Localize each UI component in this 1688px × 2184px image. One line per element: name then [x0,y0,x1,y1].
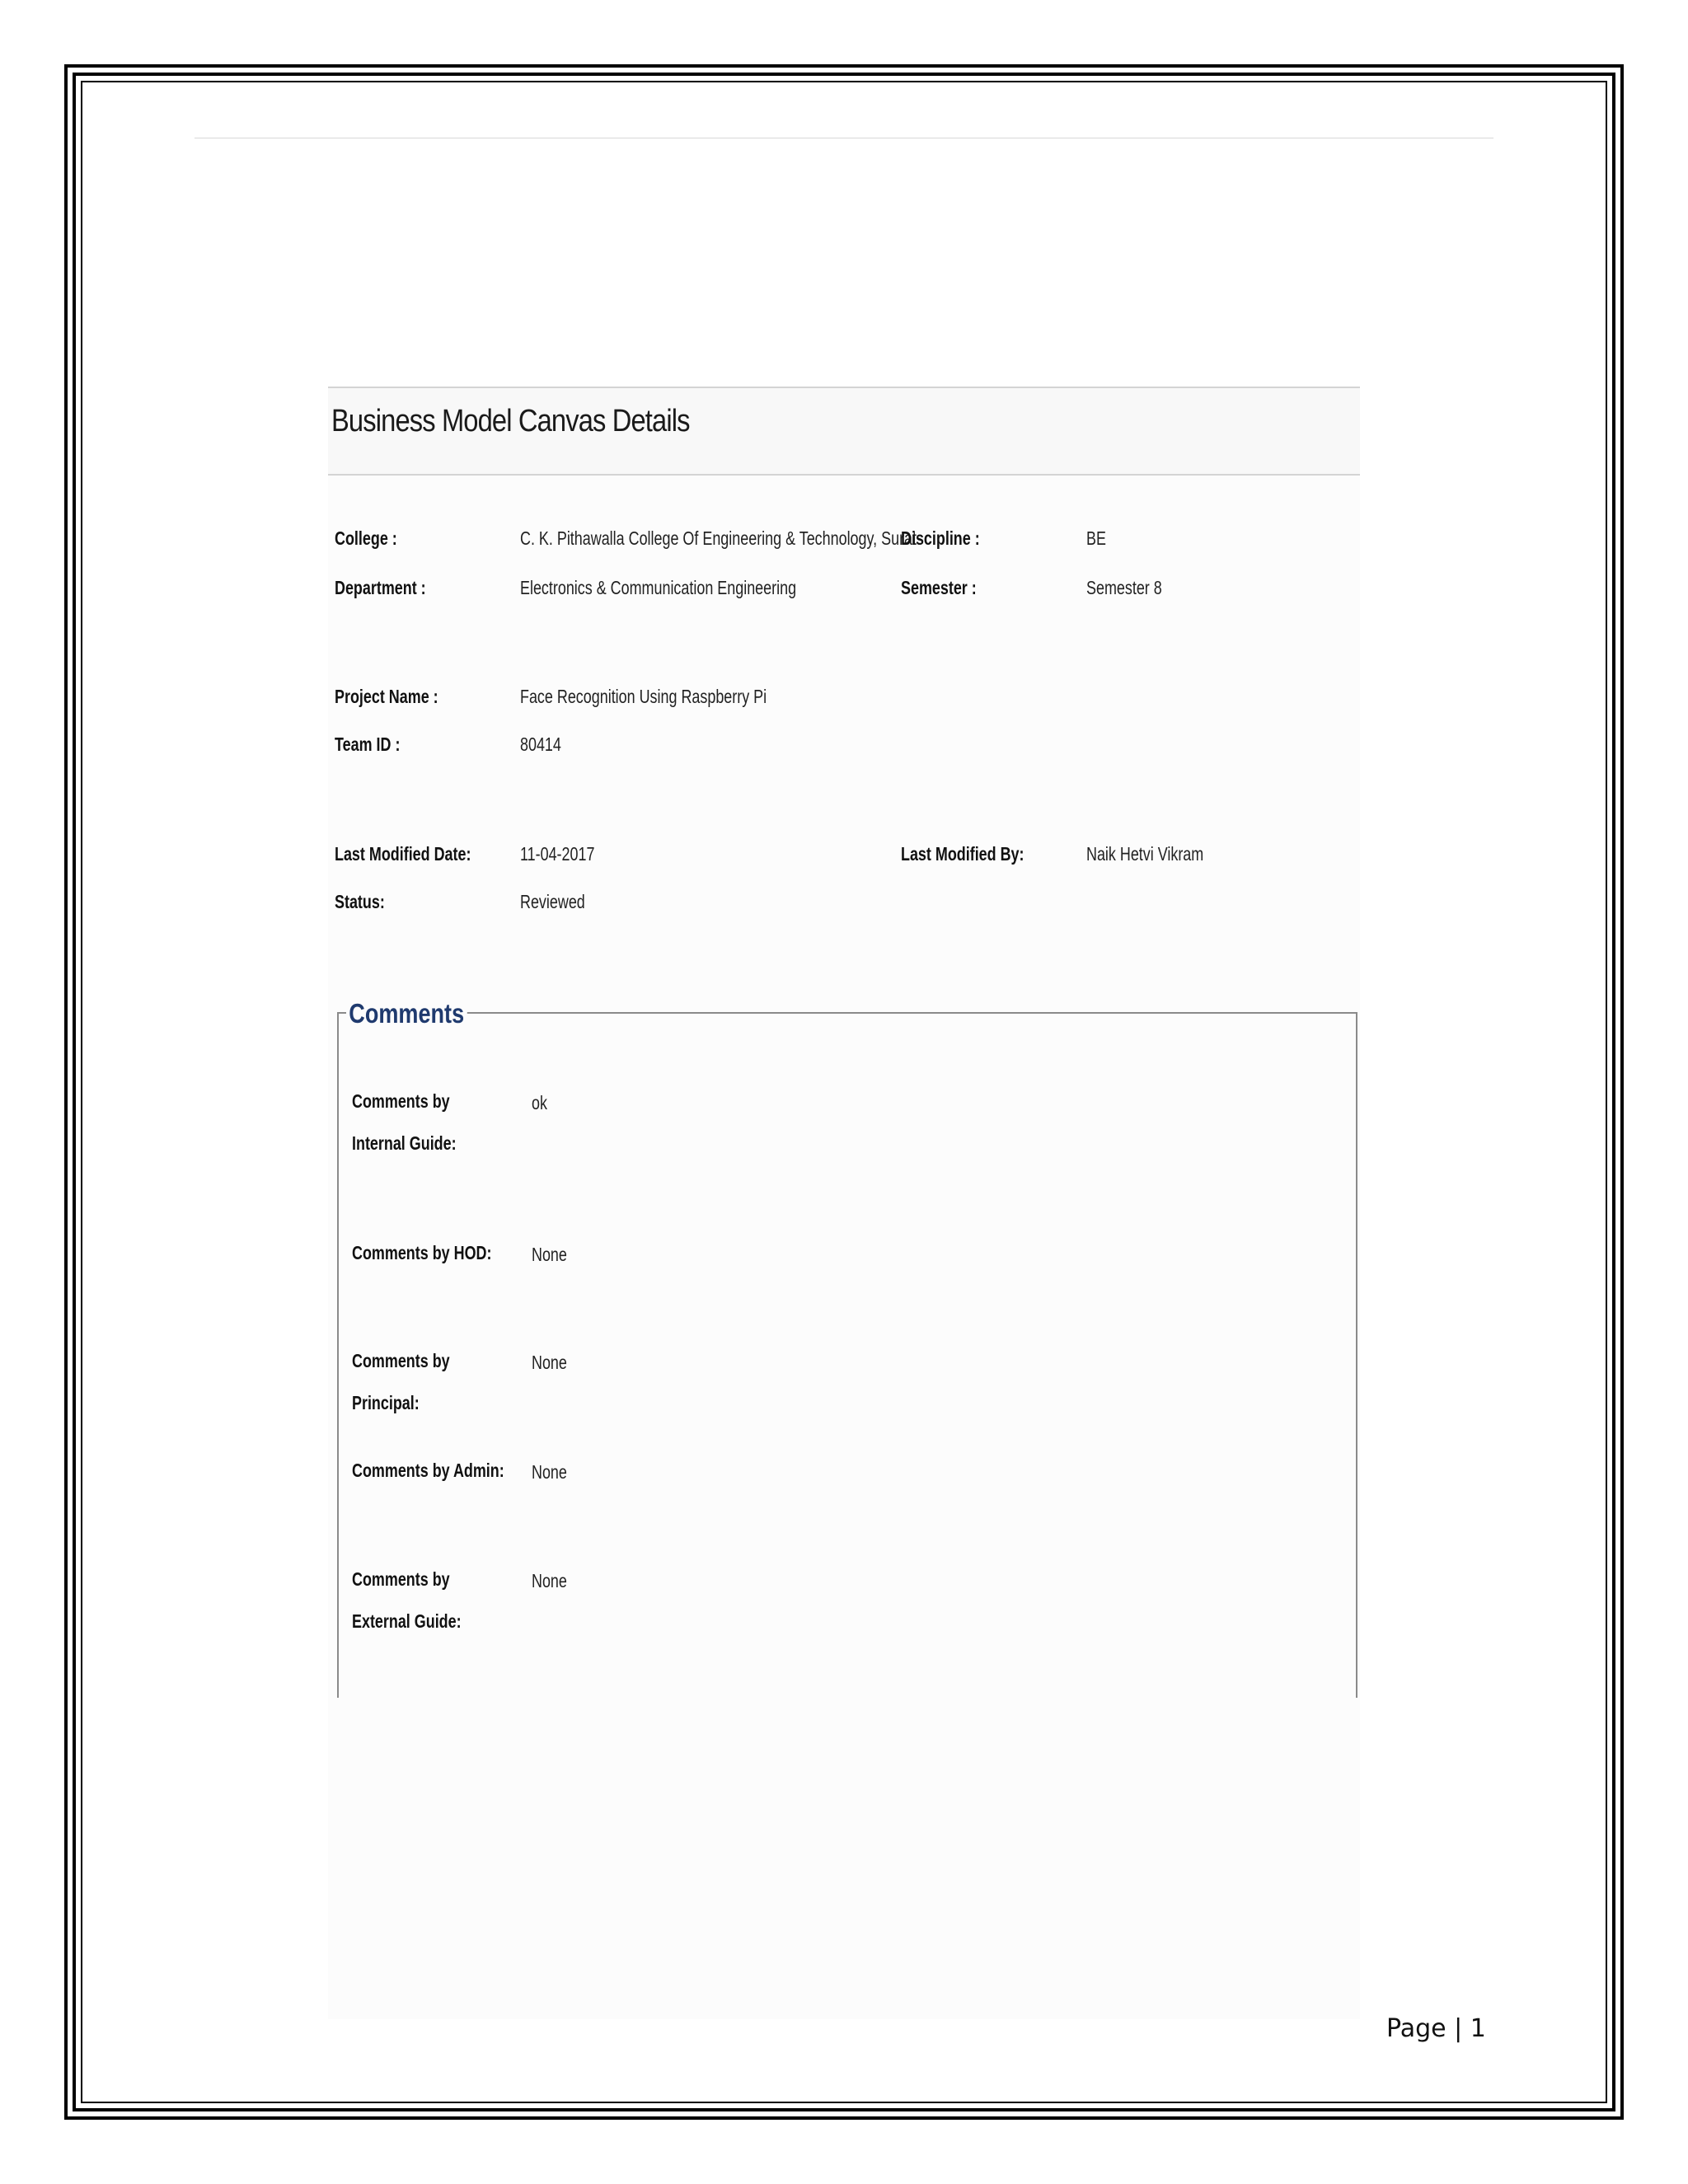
last-modified-date-value: 11-04-2017 [520,843,595,865]
college-label: College : [335,527,397,549]
project-name-label: Project Name : [335,686,438,707]
project-name-value: Face Recognition Using Raspberry Pi [520,686,767,707]
page-title: Business Model Canvas Details [331,404,690,438]
department-label: Department : [335,577,426,598]
comment-external-guide-value: None [532,1570,567,1591]
status-label: Status: [335,891,385,912]
team-id-value: 80414 [520,733,561,755]
last-modified-date-label: Last Modified Date: [335,843,471,865]
comment-principal-value: None [532,1352,567,1373]
page-number: Page | 1 [1386,2014,1486,2043]
semester-label: Semester : [901,577,977,598]
comment-internal-guide-label: Comments by Internal Guide: [352,1090,457,1154]
status-value: Reviewed [520,891,585,912]
discipline-label: Discipline : [901,527,980,549]
comment-external-guide-label: Comments by External Guide: [352,1568,462,1632]
comment-internal-guide-value: ok [532,1092,547,1113]
comment-principal-label: Comments by Principal: [352,1350,450,1413]
college-value: C. K. Pithawalla College Of Engineering & Technology, Surat [520,527,917,549]
semester-value: Semester 8 [1086,577,1162,598]
department-value: Electronics & Communication Engineering [520,577,797,598]
last-modified-by-value: Naik Hetvi Vikram [1086,843,1204,865]
comment-admin-label: Comments by Admin: [352,1460,504,1481]
discipline-value: BE [1086,527,1106,549]
comments-legend: Comments [346,998,467,1029]
last-modified-by-label: Last Modified By: [901,843,1025,865]
comment-hod-value: None [532,1244,567,1265]
comment-hod-label: Comments by HOD: [352,1242,492,1263]
comment-admin-value: None [532,1461,567,1483]
team-id-label: Team ID : [335,733,401,755]
